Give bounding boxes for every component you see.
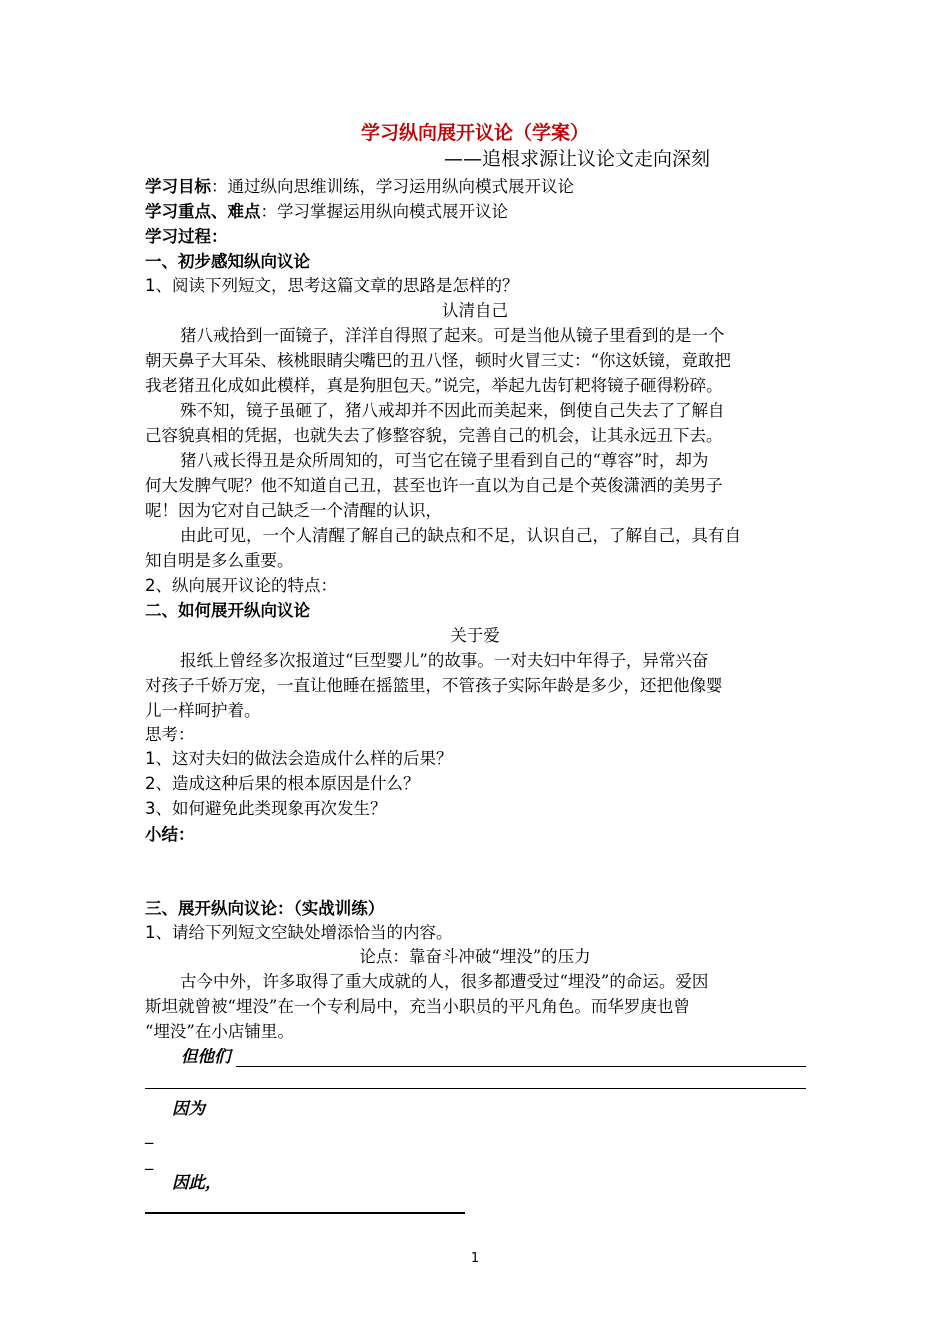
page-number: 1 <box>470 1251 480 1266</box>
article1-line: 呢！因为它对自己缺乏一个清醒的认识， <box>145 501 442 520</box>
article1-line: 由此可见，一个人清醒了解自己的缺点和不足，认识自己，了解自己，具有自 <box>180 526 741 545</box>
learning-focus <box>145 201 508 223</box>
summary-label: 小结： <box>145 825 195 844</box>
section3-question1: 1、请给下列短文空缺处增添恰当的内容。 <box>145 923 453 942</box>
think-label: 思考： <box>145 725 195 744</box>
learning-focus-label: 学习重点、难点 <box>145 202 261 221</box>
article2-line: 儿一样呵护着。 <box>145 701 261 720</box>
answer-line-1 <box>236 1066 806 1067</box>
learning-goal-text: ：通过纵向思维训练，学习运用纵向模式展开议论 <box>211 177 574 196</box>
article3-line: “埋没”在小店铺里。 <box>145 1022 294 1041</box>
blank3-label: 因此， <box>172 1173 222 1192</box>
section1-question1: 1、阅读下列短文，思考这篇文章的思路是怎样的？ <box>145 276 519 295</box>
article1-line: 猪八戒拾到一面镜子，洋洋自得照了起来。可是当他从镜子里看到的是一个 <box>180 326 725 345</box>
section1-question2: 2、纵向展开议论的特点： <box>145 576 337 595</box>
blank1-label: 但他们 <box>181 1047 231 1066</box>
article1-line: 殊不知，镜子虽砸了，猪八戒却并不因此而美起来，倒使自己失去了了解自 <box>180 401 725 420</box>
article1-line: 何大发脾气呢？他不知道自己丑，甚至也许一直以为自己是个英俊潇洒的美男子 <box>145 476 723 495</box>
think-question: 1、这对夫妇的做法会造成什么样的后果？ <box>145 749 453 768</box>
page-subtitle: ——追根求源让议论文走向深刻 <box>444 148 711 170</box>
article3-line: 斯坦就曾被“埋没”在一个专利局中，充当小职员的平凡角色。而华罗庚也曾 <box>145 997 690 1016</box>
article1-line: 朝天鼻子大耳朵、核桃眼睛尖嘴巴的丑八怪，顿时火冒三丈：“你这妖镜，竟敢把 <box>145 351 731 370</box>
learning-goal-label: 学习目标 <box>145 177 211 196</box>
article2-line: 报纸上曾经多次报道过“巨型婴儿”的故事。一对夫妇中年得子，异常兴奋 <box>180 651 709 670</box>
article3-title: 论点：靠奋斗冲破“埋没”的压力 <box>359 947 591 966</box>
article1-line: 己容貌真相的凭据，也就失去了修整容貌，完善自己的机会，让其永远丑下去。 <box>145 426 723 445</box>
article2-title: 关于爱 <box>450 626 500 645</box>
article2-line: 对孩子千娇万宠，一直让他睡在摇篮里，不管孩子实际年龄是多少，还把他像婴 <box>145 676 723 695</box>
article1-title: 认清自己 <box>442 301 508 320</box>
section2-heading: 二、如何展开纵向议论 <box>145 601 310 620</box>
process-label: 学习过程： <box>145 227 228 246</box>
learning-focus-text: ：学习掌握运用纵向模式展开议论 <box>260 202 508 221</box>
article3-line: 古今中外，许多取得了重大成就的人，很多都遭受过“埋没”的命运。爱因 <box>180 972 709 991</box>
article1-line: 猪八戒长得丑是众所周知的，可当它在镜子里看到自己的“尊容”时，却为 <box>180 451 709 470</box>
answer-line-3 <box>145 1212 465 1214</box>
think-question: 3、如何避免此类现象再次发生？ <box>145 799 387 818</box>
article1-line: 知自明是多么重要。 <box>145 551 294 570</box>
page-title: 学习纵向展开议论（学案） <box>360 122 589 144</box>
section1-heading: 一、初步感知纵向议论 <box>145 252 310 271</box>
blank2-label: 因为 <box>172 1099 205 1118</box>
answer-dash: _ <box>145 1125 154 1144</box>
answer-dash: _ <box>145 1151 154 1170</box>
think-question: 2、造成这种后果的根本原因是什么？ <box>145 774 420 793</box>
answer-line-2 <box>145 1088 806 1089</box>
article1-line: 我老猪丑化成如此模样，真是狗胆包天。”说完，举起九齿钉耙将镜子砸得粉碎。 <box>145 376 723 395</box>
learning-goal <box>145 176 574 198</box>
section3-heading: 三、展开纵向议论：（实战训练） <box>145 899 385 918</box>
